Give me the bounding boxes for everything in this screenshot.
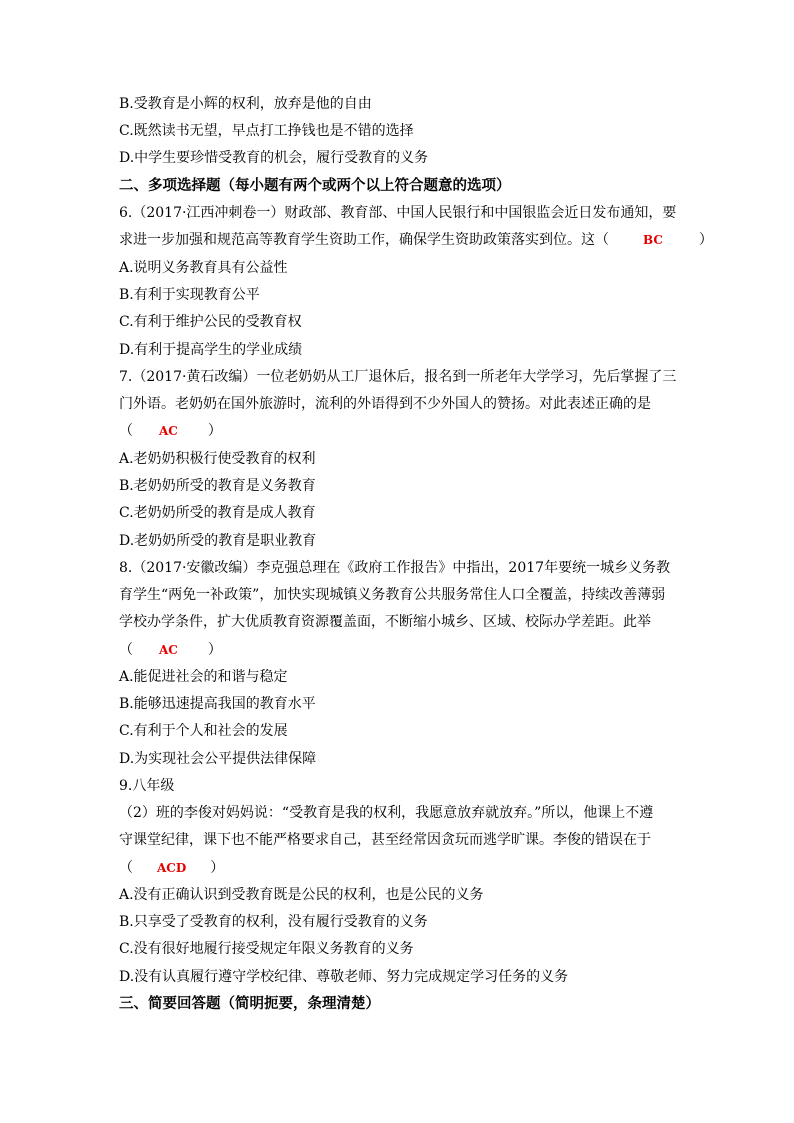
q7-option-c: C.老奶奶所受的教育是成人教育: [119, 505, 316, 521]
section2-heading: 二、多项选择题（每小题有两个或两个以上符合题意的选项）: [119, 178, 511, 194]
q6-option-a: A.说明义务教育具有公益性: [119, 260, 288, 276]
q7-close-paren: ）: [207, 423, 222, 439]
q7-stem-line2: 门外语。老奶奶在国外旅游时，流利的外语得到不少外国人的赞扬。对此表述正确的是: [119, 396, 651, 412]
q6-stem-line2: [119, 230, 734, 250]
q8-answer-line: [119, 640, 734, 660]
q7-answer: AC: [159, 424, 178, 438]
q8-answer: AC: [159, 643, 178, 657]
q7-option-b: B.老奶奶所受的教育是义务教育: [119, 478, 316, 494]
q9-option-d: D.没有认真履行遵守学校纪律、尊敬老师、努力完成规定学习任务的义务: [119, 969, 569, 985]
q8-option-d: D.为实现社会公平提供法律保障: [119, 751, 317, 767]
q8-option-b: B.能够迅速提高我国的教育水平: [119, 696, 316, 712]
q7-open-paren: （: [119, 423, 133, 439]
q6-stem-line1: 6.（2017·江西冲刺卷一）财政部、教育部、中国人民银行和中国银监会近日发布通知，要: [119, 205, 677, 221]
q8-stem-line3: 学校办学条件，扩大优质教育资源覆盖面，不断缩小城乡、区域、校际办学差距。此举: [119, 614, 651, 630]
q9-close-paren: ）: [210, 860, 225, 876]
q7-stem-line1: 7.（2017·黄石改编）一位老奶奶从工厂退休后，报名到一所老年大学学习，先后掌握了三: [119, 369, 677, 385]
q6-answer: BC: [643, 233, 663, 247]
q9-option-a: A.没有正确认识到受教育既是公民的权利，也是公民的义务: [119, 887, 484, 903]
q9-stem-line3: 守课堂纪律，课下也不能严格要求自己，甚至经常因贪玩而逃学旷课。李俊的错误在于: [119, 832, 651, 848]
q8-stem-line1: 8.（2017·安徽改编）李克强总理在《政府工作报告》中指出，2017年要统一城乡义务教: [119, 560, 671, 576]
q9-answer-line: [119, 858, 734, 878]
q6-close-paren: ）: [698, 232, 713, 248]
q9-option-c: C.没有很好地履行接受规定年限义务教育的义务: [119, 941, 414, 957]
q5-option-d: D.中学生要珍惜受教育的机会，履行受教育的义务: [119, 150, 429, 166]
q9-open-paren: （: [119, 860, 133, 876]
q9-option-b: B.只享受了受教育的权利，没有履行受教育的义务: [119, 914, 428, 930]
q8-stem-line2: 育学生“两免一补政策”，加快实现城镇义务教育公共服务常住人口全覆盖，持续改善薄弱: [119, 587, 666, 603]
q8-close-paren: ）: [207, 642, 222, 658]
q6-stem-text: 求进一步加强和规范高等教育学生资助工作，确保学生资助政策落实到位。这（: [119, 232, 609, 248]
q8-open-paren: （: [119, 642, 133, 658]
q9-answer: ACD: [157, 861, 187, 875]
q7-option-d: D.老奶奶所受的教育是职业教育: [119, 533, 317, 549]
q8-option-a: A.能促进社会的和谐与稳定: [119, 669, 288, 685]
q5-option-b: B.受教育是小辉的权利，放弃是他的自由: [119, 96, 372, 112]
q7-answer-line: [119, 421, 734, 441]
q9-stem-line2: （2）班的李俊对妈妈说：“受教育是我的权利，我愿意放弃就放弃。”所以，他课上不遵: [119, 805, 654, 821]
section3-heading: 三、简要回答题（简明扼要，条理清楚）: [119, 996, 380, 1012]
q5-option-c: C.既然读书无望，早点打工挣钱也是不错的选择: [119, 123, 414, 139]
q6-option-d: D.有利于提高学生的学业成绩: [119, 342, 303, 358]
q7-option-a: A.老奶奶积极行使受教育的权利: [119, 451, 316, 467]
q9-stem-line1: 9.八年级: [119, 778, 175, 794]
q6-option-c: C.有利于维护公民的受教育权: [119, 314, 302, 330]
q8-option-c: C.有利于个人和社会的发展: [119, 723, 288, 739]
q6-option-b: B.有利于实现教育公平: [119, 287, 260, 303]
